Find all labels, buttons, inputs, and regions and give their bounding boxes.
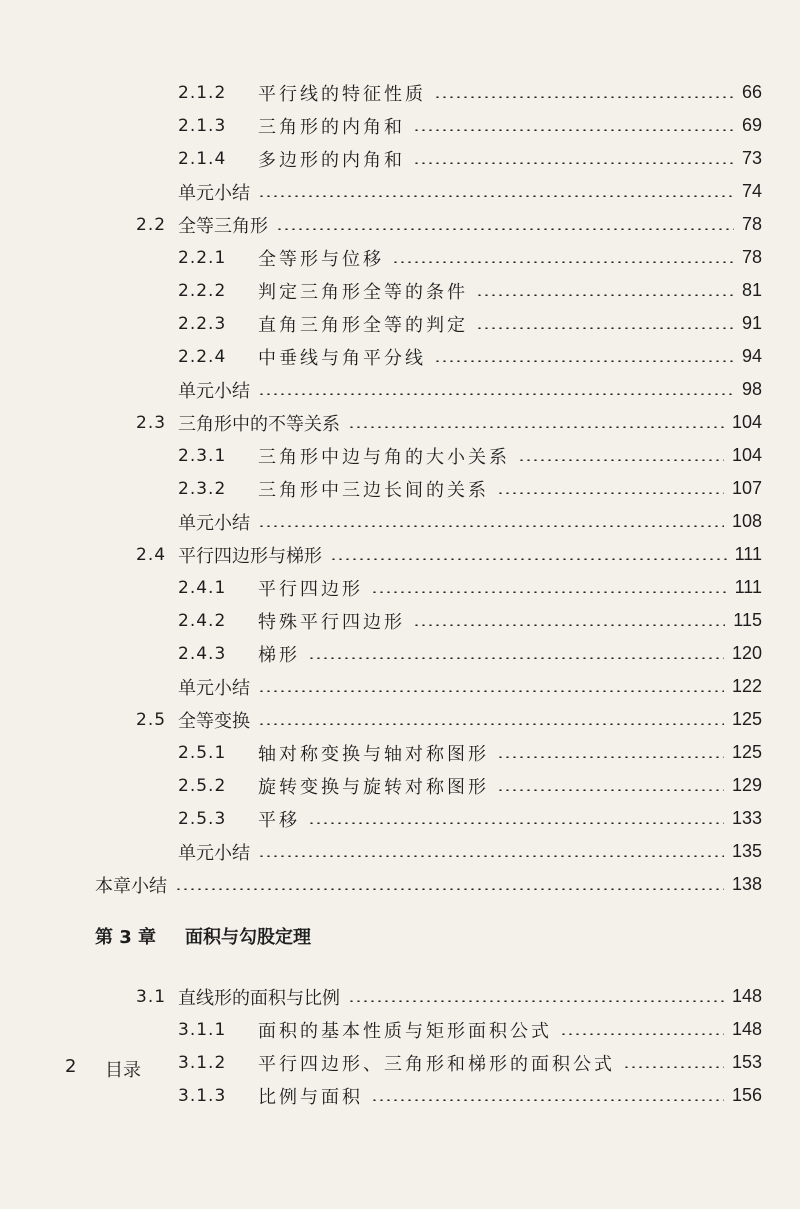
toc-entry[interactable] bbox=[0, 472, 800, 505]
entry-page-number: 135 bbox=[731, 841, 762, 861]
entry-title: 三角形中的不等关系 bbox=[178, 413, 340, 435]
toc-entry[interactable] bbox=[0, 637, 800, 670]
entry-page-number: 69 bbox=[741, 115, 762, 135]
entry-number: 2.4.1 bbox=[178, 577, 227, 598]
dot-leader bbox=[258, 525, 724, 527]
toc-entry[interactable] bbox=[0, 406, 800, 439]
toc-entry[interactable] bbox=[0, 175, 800, 208]
table-of-contents bbox=[0, 76, 800, 901]
entry-title: 直线形的面积与比例 bbox=[178, 987, 340, 1009]
toc-entry[interactable] bbox=[0, 241, 800, 274]
footer-page-number: 2 bbox=[65, 1056, 77, 1077]
entry-number: 3.1.2 bbox=[178, 1052, 227, 1073]
entry-title: 平行四边形 bbox=[258, 578, 363, 600]
dot-leader bbox=[434, 360, 734, 362]
entry-page-number: 125 bbox=[731, 709, 762, 729]
entry-page-number: 125 bbox=[731, 742, 762, 762]
entry-title: 判定三角形全等的条件 bbox=[258, 281, 468, 303]
toc-entry[interactable] bbox=[0, 340, 800, 373]
dot-leader bbox=[518, 459, 724, 461]
toc-entry[interactable] bbox=[0, 373, 800, 406]
entry-number: 2.2.2 bbox=[178, 280, 227, 301]
entry-title: 平行四边形与梯形 bbox=[178, 545, 322, 567]
entry-page-number: 66 bbox=[741, 82, 762, 102]
entry-number: 2.2.4 bbox=[178, 346, 227, 367]
toc-entry[interactable] bbox=[0, 307, 800, 340]
entry-number: 2.3 bbox=[136, 412, 167, 433]
toc-entry[interactable] bbox=[0, 109, 800, 142]
entry-title: 面积的基本性质与矩形面积公式 bbox=[258, 1020, 552, 1042]
entry-page-number: 115 bbox=[733, 610, 762, 630]
dot-leader bbox=[258, 195, 734, 197]
dot-leader bbox=[497, 756, 724, 758]
entry-page-number: 108 bbox=[731, 511, 762, 531]
dot-leader bbox=[258, 723, 724, 725]
entry-title: 三角形中三边长间的关系 bbox=[258, 479, 489, 501]
dot-leader bbox=[413, 129, 734, 131]
dot-leader bbox=[308, 822, 724, 824]
entry-title: 平行四边形、三角形和梯形的面积公式 bbox=[258, 1053, 615, 1075]
toc-entry[interactable] bbox=[0, 1013, 800, 1046]
dot-leader bbox=[371, 591, 727, 593]
dot-leader bbox=[392, 261, 734, 263]
dot-leader bbox=[348, 426, 724, 428]
entry-page-number: 148 bbox=[731, 1019, 762, 1039]
entry-number: 3.1.3 bbox=[178, 1085, 227, 1106]
dot-leader bbox=[623, 1066, 724, 1068]
entry-page-number: 153 bbox=[731, 1052, 762, 1072]
dot-leader bbox=[308, 657, 724, 659]
entry-page-number: 104 bbox=[731, 412, 762, 432]
entry-title: 单元小结 bbox=[178, 182, 250, 204]
toc-entry[interactable] bbox=[0, 208, 800, 241]
entry-page-number: 120 bbox=[731, 643, 762, 663]
dot-leader bbox=[276, 228, 734, 230]
dot-leader bbox=[413, 162, 734, 164]
entry-page-number: 156 bbox=[731, 1085, 762, 1105]
entry-number: 2.4.3 bbox=[178, 643, 227, 664]
entry-title: 单元小结 bbox=[178, 380, 250, 402]
entry-title: 旋转变换与旋转对称图形 bbox=[258, 776, 489, 798]
entry-number: 2.5.3 bbox=[178, 808, 227, 829]
toc-entry[interactable] bbox=[0, 835, 800, 868]
toc-entry[interactable] bbox=[0, 538, 800, 571]
entry-title: 平移 bbox=[258, 809, 300, 831]
entry-number: 2.2 bbox=[136, 214, 167, 235]
toc-entry[interactable] bbox=[0, 142, 800, 175]
dot-leader bbox=[497, 789, 724, 791]
dot-leader bbox=[497, 492, 724, 494]
table-of-contents-chapter3 bbox=[0, 980, 800, 1112]
entry-title: 全等三角形 bbox=[178, 215, 268, 237]
entry-number: 3.1.1 bbox=[178, 1019, 227, 1040]
entry-number: 2.4.2 bbox=[178, 610, 227, 631]
entry-page-number: 81 bbox=[741, 280, 762, 300]
dot-leader bbox=[175, 888, 724, 890]
chapter-number: 第 3 章 bbox=[95, 927, 157, 948]
toc-entry[interactable] bbox=[0, 76, 800, 109]
entry-title: 单元小结 bbox=[178, 512, 250, 534]
entry-page-number: 94 bbox=[741, 346, 762, 366]
entry-number: 2.2.1 bbox=[178, 247, 227, 268]
entry-title: 中垂线与角平分线 bbox=[258, 347, 426, 369]
dot-leader bbox=[258, 393, 734, 395]
toc-entry[interactable] bbox=[0, 868, 800, 901]
entry-page-number: 73 bbox=[741, 148, 762, 168]
entry-title: 三角形的内角和 bbox=[258, 116, 405, 138]
entry-page-number: 111 bbox=[734, 544, 762, 564]
entry-page-number: 107 bbox=[731, 478, 762, 498]
entry-page-number: 74 bbox=[741, 181, 762, 201]
toc-entry[interactable] bbox=[0, 439, 800, 472]
footer-label: 目录 bbox=[105, 1060, 141, 1081]
toc-entry[interactable] bbox=[0, 670, 800, 703]
dot-leader bbox=[560, 1033, 724, 1035]
dot-leader bbox=[476, 327, 734, 329]
entry-number: 2.5 bbox=[136, 709, 167, 730]
entry-number: 2.4 bbox=[136, 544, 167, 565]
dot-leader bbox=[258, 855, 724, 857]
entry-page-number: 91 bbox=[741, 313, 762, 333]
entry-page-number: 78 bbox=[741, 214, 762, 234]
entry-number: 2.1.3 bbox=[178, 115, 227, 136]
entry-title: 梯形 bbox=[258, 644, 300, 666]
toc-entry[interactable] bbox=[0, 769, 800, 802]
entry-page-number: 122 bbox=[731, 676, 762, 696]
entry-page-number: 111 bbox=[734, 577, 762, 597]
entry-page-number: 98 bbox=[741, 379, 762, 399]
entry-title: 全等变换 bbox=[178, 710, 250, 732]
toc-entry[interactable] bbox=[0, 274, 800, 307]
toc-entry[interactable] bbox=[0, 703, 800, 736]
entry-page-number: 138 bbox=[731, 874, 762, 894]
toc-entry[interactable] bbox=[0, 802, 800, 835]
entry-number: 2.2.3 bbox=[178, 313, 227, 334]
entry-page-number: 129 bbox=[731, 775, 762, 795]
entry-title: 全等形与位移 bbox=[258, 248, 384, 270]
entry-title: 多边形的内角和 bbox=[258, 149, 405, 171]
chapter-title: 面积与勾股定理 bbox=[185, 927, 311, 948]
entry-title: 轴对称变换与轴对称图形 bbox=[258, 743, 489, 765]
toc-entry[interactable] bbox=[0, 571, 800, 604]
toc-entry[interactable] bbox=[0, 1079, 800, 1112]
dot-leader bbox=[413, 624, 725, 626]
toc-entry[interactable] bbox=[0, 505, 800, 538]
dot-leader bbox=[476, 294, 734, 296]
entry-number: 3.1 bbox=[136, 986, 167, 1007]
entry-title: 特殊平行四边形 bbox=[258, 611, 405, 633]
entry-number: 2.3.1 bbox=[178, 445, 227, 466]
dot-leader bbox=[330, 558, 727, 560]
entry-title: 三角形中边与角的大小关系 bbox=[258, 446, 510, 468]
entry-number: 2.5.1 bbox=[178, 742, 227, 763]
toc-entry[interactable] bbox=[0, 736, 800, 769]
entry-number: 2.3.2 bbox=[178, 478, 227, 499]
entry-page-number: 104 bbox=[731, 445, 762, 465]
entry-title: 比例与面积 bbox=[258, 1086, 363, 1108]
entry-title: 单元小结 bbox=[178, 677, 250, 699]
toc-entry[interactable] bbox=[0, 604, 800, 637]
toc-entry[interactable] bbox=[0, 980, 800, 1013]
entry-number: 2.5.2 bbox=[178, 775, 227, 796]
entry-title: 平行线的特征性质 bbox=[258, 83, 426, 105]
dot-leader bbox=[258, 690, 724, 692]
chapter-heading bbox=[0, 901, 800, 951]
entry-number: 2.1.4 bbox=[178, 148, 227, 169]
entry-page-number: 133 bbox=[731, 808, 762, 828]
entry-title: 本章小结 bbox=[95, 875, 167, 897]
entry-page-number: 78 bbox=[741, 247, 762, 267]
entry-page-number: 148 bbox=[731, 986, 762, 1006]
dot-leader bbox=[434, 96, 734, 98]
entry-number: 2.1.2 bbox=[178, 82, 227, 103]
dot-leader bbox=[348, 1000, 724, 1002]
entry-title: 直角三角形全等的判定 bbox=[258, 314, 468, 336]
entry-title: 单元小结 bbox=[178, 842, 250, 864]
dot-leader bbox=[371, 1099, 724, 1101]
